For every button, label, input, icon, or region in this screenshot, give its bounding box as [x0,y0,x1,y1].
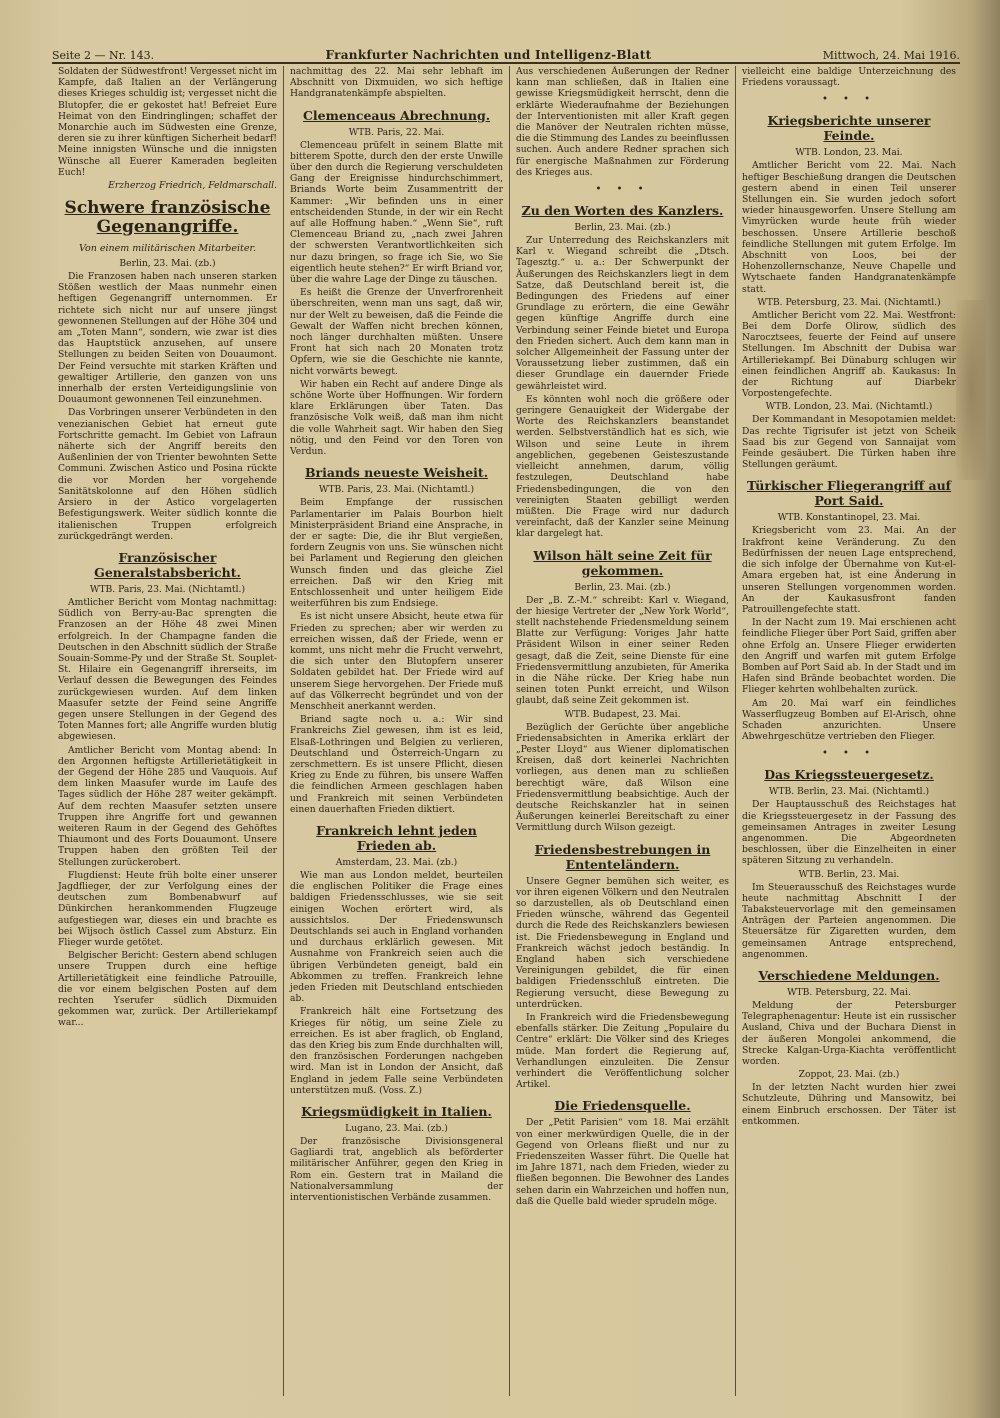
dateline: WTB. Paris, 23. Mai. (Nichtamtl.) [318,484,475,496]
dateline: WTB. Berlin, 23. Mai. (Nichtamtl.) [768,786,930,798]
headline: Das Kriegssteuergesetz. [764,767,934,783]
section-divider: • • • [821,94,877,106]
article-text: nachmittag des 22. Mai sehr lebhaft im Abschnitt von Dixmuiden, wo sich heftige Handgranatenkämpfe abspielten. [290,66,503,100]
article-text: In der letzten Nacht wurden hier zwei Schutzleute, Dühring und Mansowitz, bei einem Einbruch erschossen. Der Täter ist entkommen. [742,1082,956,1127]
article-text: Der „B. Z.-M.“ schreibt: Karl v. Wiegand, der hiesige Vertreter der „New York World“, stellt nachstehende Friedensmeldung seinem Blatte zur Verfügung: Voriges Jahr hatte Präsident Wilson in einer seiner Reden gesagt, daß die Zeit, seine Dienste für eine Friedensvermittlung anzubieten, für Amerika in die Nähe rücke. Der Krieg habe nun seinen toten Punkt erreicht, und Wilson glaubt, daß seine Zeit gekommen ist. [516,594,729,707]
issue-date: Mittwoch, 24. Mai 1916. [822,49,960,62]
dateline: WTB. Paris, 22. Mai. [348,126,445,138]
headline: Französischer Generalstabsbericht. [94,549,241,580]
headline: Frankreich lehnt jeden Frieden ab. [316,822,477,853]
headline: Clemenceaus Abrechnung. [302,107,491,123]
page-fold-shadow [956,300,986,480]
headline: Briands neueste Weisheit. [304,465,489,481]
article-signature: Erzherzog Friedrich, Feldmarschall. [108,180,277,192]
columns [52,66,962,1396]
dateline: WTB. Berlin, 23. Mai. [798,868,900,880]
dateline: Berlin, 23. Mai. (zb.) [574,222,671,234]
dateline: WTB. Budapest, 23. Mai. [564,708,681,720]
article-text: Briand sagte noch u. a.: Wir sind Frankreichs Ziel gewesen, ihm ist es leid, Elsaß-Lothringen und Belgien zu verlieren, Deutschland und Österreich-Ungarn zu zerschmettern. Es ist unsere Pflicht, diesen Krieg zu Ende zu führen, bis unsere Waffen die feindlichen Armeen geschlagen haben und Frankreich mit seinen Verbündeten einen dauerhaften Frieden diktiert. [290,714,503,815]
article-text: vielleicht eine baldige Unterzeichnung des Friedens voraussagt. [742,66,956,89]
page-header [52,40,960,64]
article-text: Die Franzosen haben nach unseren starken Stößen westlich der Maas nunmehr einen heftigen Gegenangriff unternommen. Er richtete sich nicht nur auf unsere jüngst gewonnenen Stellungen auf der Höhe 304 und am „Toten Mann“, sondern, wie zwar ist dies das Hauptstück anzusehen, auf unsere Stellungen zu beiden Seiten von Douaumont. Der Feind versuchte mit starken Kräften und gewaltiger Artillerie, den ganzen von uns innerhalb der ersten Verteidigungslinie von Douaumont gewonnenen Teil einzunehmen. [58,271,277,406]
dateline: WTB. London, 23. Mai. [795,147,903,159]
dateline: Lugano, 23. Mai. (zb.) [345,1123,448,1135]
article-text: Unsere Gegner bemühen sich weiter, es vor ihren eigenen Völkern und den Neutralen so darzustellen, als ob Deutschland einen Frieden wünsche, während das Gegenteil durch die Rede des Reichskanzlers bewiesen ist. Die Friedensbewegung in England und Frankreich wächst jedoch beständig. In England haben sich verschiedene Vereinigungen gebildet, die für einen baldigen Friedensschluß eintreten. Die Regierung versucht, diese Bewegung zu unterdrücken. [516,875,729,1010]
headline: Friedensbestrebungen in Ententeländern. [534,841,711,872]
article-text: Beim Empfange der russischen Parlamentarier im Palais Bourbon hielt Ministerpräsident Briand eine Ansprache, in der er sagte: Die, die ihr Blut vergießen, fordern Zeugnis von uns. Sie wünschen nicht bei Parlament und Regierung den gleichen Wunsch finden und das gleiche Ziel erreichen. Daß wir den Krieg mit Entschlossenheit und unter heiligem Eide weiterführen bis zum Endsiege. [290,497,503,610]
article-text: Kriegsbericht vom 23. Mai. An der Irakfront keine Veränderung. Zu den Bedürfnissen der neuen Lage entsprechend, die sich infolge der Übernahme von Kut-el-Amara ergeben hat, ist eine Änderung in unseren Stellungen vorgenommen worden. An der Kaukasusfront fanden Patrouillengefechte statt. [742,525,956,615]
byline: Von einem militärischen Mitarbeiter. [78,243,257,255]
dateline: Berlin, 23. Mai. (zb.) [574,581,671,593]
article-text: Frankreich hält eine Fortsetzung des Krieges für nötig, um seine Ziele zu erreichen. Es ist aber fraglich, ob England, das den Krieg bis zum Ende durchhalten will, den französischen Forderungen nachgeben wird. Man ist in London der Ansicht, daß England in jedem Falle seine Verbündeten unterstützen muß. (Voss. Z.) [290,1006,503,1096]
headline: Verschiedene Meldungen. [758,967,940,983]
headline: Wilson hält seine Zeit für gekommen. [533,547,712,578]
article-text: Zur Unterredung des Reichskanzlers mit Karl v. Wiegand schreibt die „Dtsch. Tagesztg.“ u. a.: Der Schwerpunkt der Äußerungen des Reichskanzlers liegt in dem Satze, daß Deutschland bereit ist, die Bedingungen des Friedens auf einer Grundlage zu erörtern, die eine Gewähr gegen künftige Angriffe durch eine Verbindung seiner Feinde bietet und Europa den Frieden sichert. Auch dem kann man in solcher Allgemeinheit der Fassung unter der Voraussetzung lieber zustimmen, daß ein dieser Grundlage ein dauernder Friede gewährleistet wird. [516,235,729,392]
masthead: Frankfurter Nachrichten und Intelligenz-Blatt [325,48,652,62]
dateline: WTB. Konstantinopel, 23. Mai. [777,512,921,524]
article-text: Amtlicher Bericht vom 22. Mai. Nach heftiger Beschießung drangen die Deutschen gestern abend in einen Teil unserer Stellungen ein. Sie wurden jedoch sofort wieder hinausgeworfen. Unsere Stellung am Vimyrücken wurde heute früh wieder beschossen. Unsere Artillerie beschoß feindliche Stellungen mit gutem Erfolge. Im Abschnitt von Loos, bei der Hohenzollernschanze, Neuve Chapelle und Wytschaete fanden Handgranatenkämpfe statt. [742,160,956,295]
column-1 [52,66,284,1396]
page-number: Seite 2 — Nr. 143. [52,49,155,62]
article-text: Amtlicher Bericht vom 22. Mai. Westfront: Bei dem Dorfe Olirow, südlich des Narocztsees, feuerte der Feind auf unsere Stellungen. Im Abschnitt der Dubisa war Artilleriekampf. Bei Dünaburg schlugen wir einen feindlichen Angriff ab. Kaukasus: In der Richtung auf Diarbekr Vorpostengefechte. [742,309,956,400]
article-text: Das Vorbringen unserer Verbündeten in den venezianischen Gebiet hat erneut gute Fortschritte gemacht. Im Gebiet von Lafraun näherte sich der Angriff bereits den Außenlinien der von Trienter bewohnten Sette Communi. Zwischen Astico und Posina rückte die vor Morden her vorgehende Sanitätskolonne auf den Höhen südlich Arsiero in der Astico vorgelagerten Befestigungswerk. Weiter südlich konnte die italienischen Truppen erfolgreich zurückgedrängt werden. [58,407,277,542]
headline: Kriegsberichte unserer Feinde. [767,113,931,144]
article-text: Es heißt die Grenze der Unverfrorenheit überschreiten, wenn man uns sagt, daß wir, nur der Welt zu beweisen, daß die Feinde die Gewalt der Waffen nicht brechen können, noch länger durchhalten müßten. Unsere Front hat sich nach 20 Monaten trotz Opfern, wie sie die Geschichte nie kannte, nicht vorwärts bewegt. [290,287,503,377]
article-text: Es ist nicht unsere Absicht, heute etwa für Frieden zu sprechen; aber wir werden zu erreichen wissen, daß der Friede, wenn er kommt, uns nicht mehr die Frucht verwehrt, die sich unter den Blutopfern unserer Soldaten gebildet hat. Der Friede wird auf unserem Siege hervorgehen. Der Friede muß auf das Völkerrecht begründet und von der Menschheit anerkannt werden. [290,611,503,712]
headline: Die Friedensquelle. [554,1098,691,1114]
dateline: WTB. London, 23. Mai. (Nichtamtl.) [765,401,933,413]
article-text: Aus verschiedenen Äußerungen der Redner kann man schließen, daß in Italien eine gewisse Kriegsmüdigkeit herrscht, denn die erklärte Wiederaufnahme der Beziehungen der Interventionisten mit aller Kraft gegen die Manöver der Neutralen richten müsse, die die Stimmung des Landes zu beeinflussen suchen. Auch andere Redner sprachen sich für energische Maßnahmen zur Förderung des Krieges aus. [516,66,729,178]
dateline: Zoppot, 23. Mai. (zb.) [798,1069,900,1081]
dateline: WTB. Paris, 23. Mai. (Nichtamtl.) [89,583,246,595]
section-divider: • • • [821,748,877,760]
article-text: Meldung der Petersburger Telegraphenagentur: Heute ist ein russischer Ausland, Chiva und der Buchara Dienst in der äußeren Mongolei ankommend, die Strecke Kalgan-Urga-Kiachta veröffentlicht worden. [742,999,956,1067]
article-text: Amtlicher Bericht vom Montag abend: In den Argonnen heftigste Artillerietätigkeit in der Gegend der Höhe 285 und Vauquois. Auf dem linken Maasufer wurde im Laufe des Tages südlich der Höhe 287 weiter gekämpft. Auf dem rechten Maasufer setzten unsere Truppen ihre Angriffe fort und gewannen weiteren Raum in der Gegend des Gehöftes Thiaumont und des Forts Douaumont. Unsere Truppen haben den größten Teil der Stellungen zurückerobert. [58,744,277,868]
article-text: Wir haben ein Recht auf andere Dinge als schöne Worte über Hoffnungen. Wir fordern klare Erklärungen über Taten. Das französische Volk weiß, daß man ihm nicht die volle Wahrheit sagt. Wir haben den Sieg nötig, und den Feind vor den Toren von Verdun. [290,378,503,458]
article-text: Der Hauptausschuß des Reichstages hat die Kriegssteuergesetz in der Fassung des gemeinsamen Antrages in zweiter Lesung angenommen. Die Abgeordneten beschlossen, über die Einzelheiten in einer späteren Sitzung zu verhandeln. [742,799,956,867]
headline: Türkischer Fliegerangriff auf Port Said. [746,478,952,509]
headline: Schwere französische Gegenangriffe. [64,198,271,238]
article-text: Der französische Divisionsgeneral Gagliardi trat, angeblich als beförderter militärischer Anführer, gegen den Krieg in Rom ein. Gestern trat in Mailand die Nationalversammlung der interventionistischen Verbände zusammen. [290,1136,503,1204]
article-text: Clemenceau prüfelt in seinem Blatte mit bitterem Spotte, durch den der erste Unwille über den durch die Regierung verschuldeten Gang der Ereignisse hindurchschimmert, Briands Worte beim Zusammentritt der Kammer: „Wir befinden uns in einer entscheidenden Stunde, in der wir ein Recht auf alle Hoffnung haben.“ „Wenn Sie“, ruft Clemenceau Briand zu, „nach zwei Jahren der schwersten Verantwortlichkeiten sich nur dazu bringen, so frage ich Sie, wo Sie eigentlich heute stehen?“ Er wirft Briand vor, über die wahre Lage der Dinge zu täuschen. [290,139,503,286]
article-text: Soldaten der Südwestfront! Vergesset nicht im Kampfe, daß Italien an der Verlängerung dieses Krieges schuldig ist; vergesset nicht die Blutopfer, die er gekostet hat! Befreiet Eure Heimat von den Eindringlingen; schaffet der Monarchie auch im Südwesten eine Grenze, deren sie zu ihrer künftigen Sicherheit bedarf! Meine innigsten Wünsche und die innigsten Wünsche all Euerer Kameraden begleiten Euch! [58,66,277,178]
article-text: Am 20. Mai warf ein feindliches Wasserflugzeug Bomben auf El-Arisch, ohne Schaden anzurichten. Unsere Abwehrgeschütze vertrieben den Flieger. [742,697,956,743]
column-2 [284,66,510,1396]
dateline: Berlin, 23. Mai. (zb.) [119,258,216,270]
dateline: WTB. Petersburg, 22. Mai. [787,986,911,998]
article-text: Belgischer Bericht: Gestern abend schlugen unsere Truppen durch eine heftige Artillerietätigkeit eine feindliche Patrouille, die vor einem belgischen Posten auf dem rechten Yserufer südlich Dixmuiden gekommen war, zurück. Der Artilleriekampf war... [58,950,277,1029]
article-text: Bezüglich der Gerüchte über angebliche Friedensabsichten in Amerika erklärt der „Pester Lloyd“ aus Wiener diplomatischen Kreisen, daß dort keinerlei Nachrichten vorliegen, aus denen man zu schließen berechtigt wäre, daß Wilson eine Friedensvermittlung beabsichtige. Auch der deutsche Reichskanzler hat in seinen Äußerungen keinerlei Bereitschaft zu einer Vermittlung durch Wilson gezeigt. [516,721,729,834]
dateline: Amsterdam, 23. Mai. (zb.) [335,856,458,868]
article-text: Im Steuerausschuß des Reichstages wurde heute nachmittag Abschnitt I der Tabaksteuervorlage mit den gemeinsamen Anträgen der Parteien angenommen. Die Steuersätze für Zigaretten wurden, dem gemeinsamen Antrage entsprechend, angenommen. [742,881,956,960]
column-4 [736,66,962,1396]
article-text: Wie man aus London meldet, beurteilen die englischen Politiker die Frage eines baldigen Friedensschlusses, wie sie seit einigen Wochen erörtert wird, als aussichtslos. Der Friedenswunsch Deutschlands sei auch in England vorhanden und durchaus erklärlich gewesen. Mit Ausnahme von Frankreich seien auch die übrigen Verbündeten geneigt, bald ein Abkommen zu treffen. Frankreich lehne jeden Frieden mit Deutschland entschieden ab. [290,869,503,1005]
headline: Kriegsmüdigkeit in Italien. [301,1104,492,1120]
article-text: In der Nacht zum 19. Mai erschienen acht feindliche Flieger über Port Said, griffen aber ohne Erfolg an. Unsere Flieger erwiderten den Angriff und warfen mit gutem Erfolge Bomben auf Port Said ab. In der Stadt und im Hafen sind Brände beobachtet worden. Die Flieger kehrten wohlbehalten zurück. [742,617,956,696]
article-text: Es könnten wohl noch die größere oder geringere Genauigkeit der Widergabe der Worte des Reichskanzlers beanstandet werden. Selbstverständlich hat es sich, wie Wilson und seine Leute in ihrem angeblichen, gegebenen Geisteszustande vielleicht annehmen, darum, völlig festzulegen, Deutschland habe Friedensbedingungen, die von den vereinigten Staaten gebilligt werden müßten. Die Frage wird nur dadurch vereinfacht, daß der Kanzler seine Meinung klar dargelegt hat. [516,393,729,540]
section-divider: • • • [595,184,650,196]
headline: Zu den Worten des Kanzlers. [521,203,724,219]
column-3 [510,66,736,1396]
article-text: Der „Petit Parisien“ vom 18. Mai erzählt von einer merkwürdigen Quelle, die in der Gegend von Orleans fließt und nur zu Friedenszeiten Wasser führt. Die Quelle hat im Jahre 1871, nach dem Frieden, wieder zu fließen begonnen. Die Bewohner des Landes sehen darin ein Wahrzeichen und hoffen nun, daß die Quelle bald wieder sprudeln möge. [516,1117,729,1207]
article-text: Flugdienst: Heute früh bolte einer unserer Jagdflieger, der zur Verfolgung eines der deutschen zum Bombenabwurf auf Dünkirchen herankommenden Flugzeuge aufgestiegen war, dieses ein und brachte es bei Wijsoch östlich Cassel zum Absturz. Ein Flieger wurde getötet. [58,869,277,948]
dateline: WTB. Petersburg, 23. Mai. (Nichtamtl.) [757,296,941,308]
article-text: In Frankreich wird die Friedensbewegung ebenfalls stärker. Die Zeitung „Populaire du Centre“ erklärt: Die Völker sind des Krieges müde. Man fordert die Regierung auf, Verhandlungen einzuleiten. Die Zensur verhindert die Veröffentlichung solcher Artikel. [516,1012,729,1091]
article-text: Der Kommandant in Mesopotamien meldet: Das rechte Tigrisufer ist jetzt von Scheik Saad bis zur Gegend von Sannaijat vom Feinde gesäubert. Die Türken haben ihre Stellungen geräumt. [742,414,956,471]
article-text: Amtlicher Bericht vom Montag nachmittag: Südlich von Berry-au-Bac sprengten die Franzosen an der Höhe 48 zwei Minen erfolgreich. In der Champagne fanden die Deutschen in den Abschnitt südlich der Straße Souain-Somme-Py und der Straße St. Souplet-St. Hilaire ein Gegenangriff ihrerseits, im Verlauf dessen die Bewegungen des Feindes zurückgewiesen wurden. Auf dem linken Maasufer setzte der Feind seine Angriffe gegen unsere Stellungen in der Gegend des Toten Mannes fort; alle Angriffe wurden blutig abgewiesen. [58,596,277,743]
